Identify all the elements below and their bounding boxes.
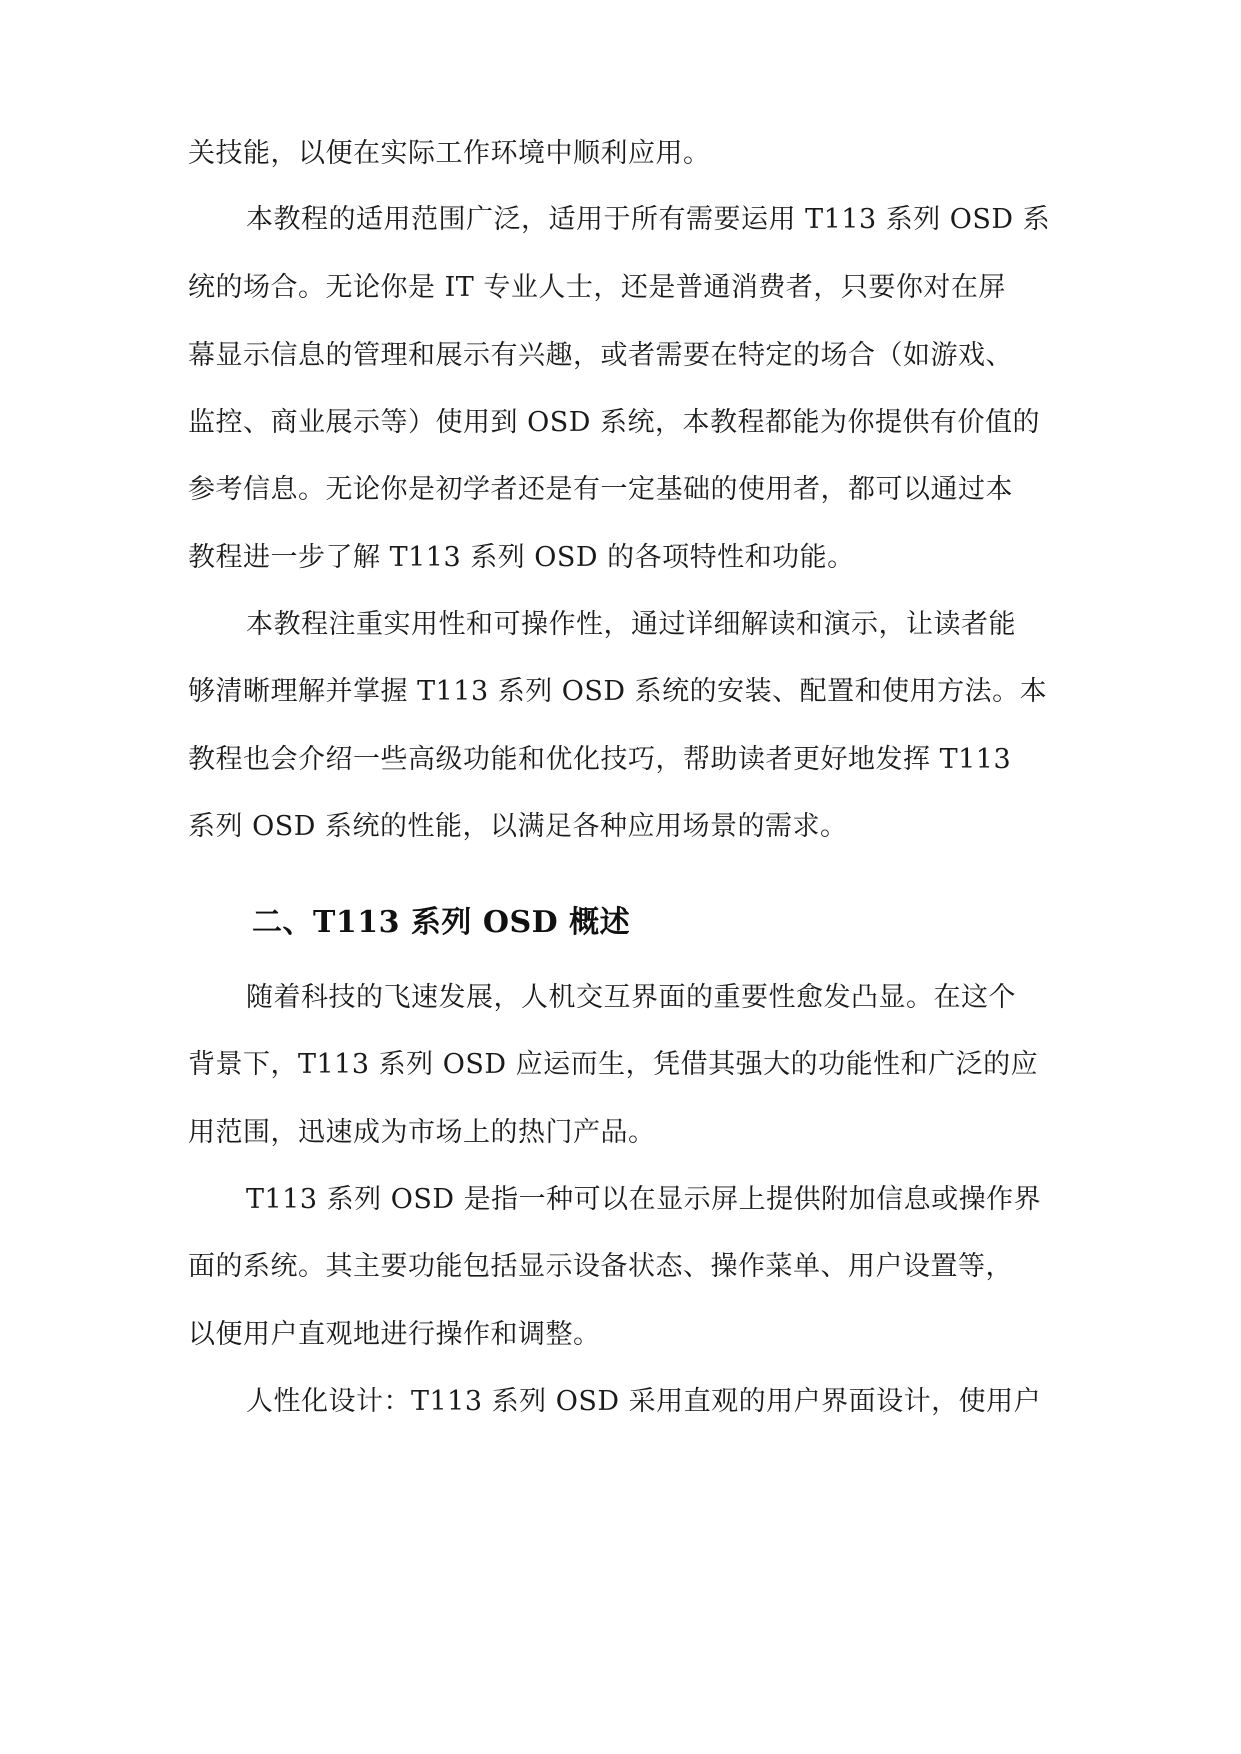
paragraph-1-line-1: 关技能，以便在实际工作环境中顺利应用。 [188, 138, 711, 169]
paragraph-2-line-5: 参考信息。无论你是初学者还是有一定基础的使用者，都可以通过本 [188, 474, 1013, 505]
section-paragraph-1-line-3: 用范围，迅速成为市场上的热门产品。 [188, 1117, 656, 1148]
paragraph-3-line-4: 系列 OSD 系统的性能，以满足各种应用场景的需求。 [188, 811, 848, 842]
section-paragraph-3-line-1: 人性化设计：T113 系列 OSD 采用直观的用户界面设计，使用户 [246, 1386, 1042, 1417]
section-paragraph-1-line-1: 随着科技的飞速发展，人机交互界面的重要性愈发凸显。在这个 [246, 982, 1016, 1013]
section-heading: 二、T113 系列 OSD 概述 [252, 905, 631, 940]
paragraph-2-line-4: 监控、商业展示等）使用到 OSD 系统，本教程都能为你提供有价值的 [188, 407, 1040, 438]
paragraph-2-line-6: 教程进一步了解 T113 系列 OSD 的各项特性和功能。 [188, 542, 855, 573]
paragraph-3-line-2: 够清晰理解并掌握 T113 系列 OSD 系统的安装、配置和使用方法。本 [188, 676, 1048, 707]
section-paragraph-2-line-1: T113 系列 OSD 是指一种可以在显示屏上提供附加信息或操作界 [246, 1184, 1042, 1215]
section-paragraph-2-line-3: 以便用户直观地进行操作和调整。 [188, 1319, 601, 1350]
paragraph-3-line-1: 本教程注重实用性和可操作性，通过详细解读和演示，让读者能 [246, 609, 1016, 640]
paragraph-2-line-3: 幕显示信息的管理和展示有兴趣，或者需要在特定的场合（如游戏、 [188, 340, 1013, 371]
section-paragraph-2-line-2: 面的系统。其主要功能包括显示设备状态、操作菜单、用户设置等， [188, 1251, 1013, 1282]
paragraph-3-line-3: 教程也会介绍一些高级功能和优化技巧，帮助读者更好地发挥 T113 [188, 744, 1012, 775]
paragraph-2-line-1: 本教程的适用范围广泛，适用于所有需要运用 T113 系列 OSD 系 [246, 204, 1051, 235]
paragraph-2-line-2: 统的场合。无论你是 IT 专业人士，还是普通消费者，只要你对在屏 [188, 272, 1006, 303]
section-paragraph-1-line-2: 背景下，T113 系列 OSD 应运而生，凭借其强大的功能性和广泛的应 [188, 1049, 1039, 1080]
